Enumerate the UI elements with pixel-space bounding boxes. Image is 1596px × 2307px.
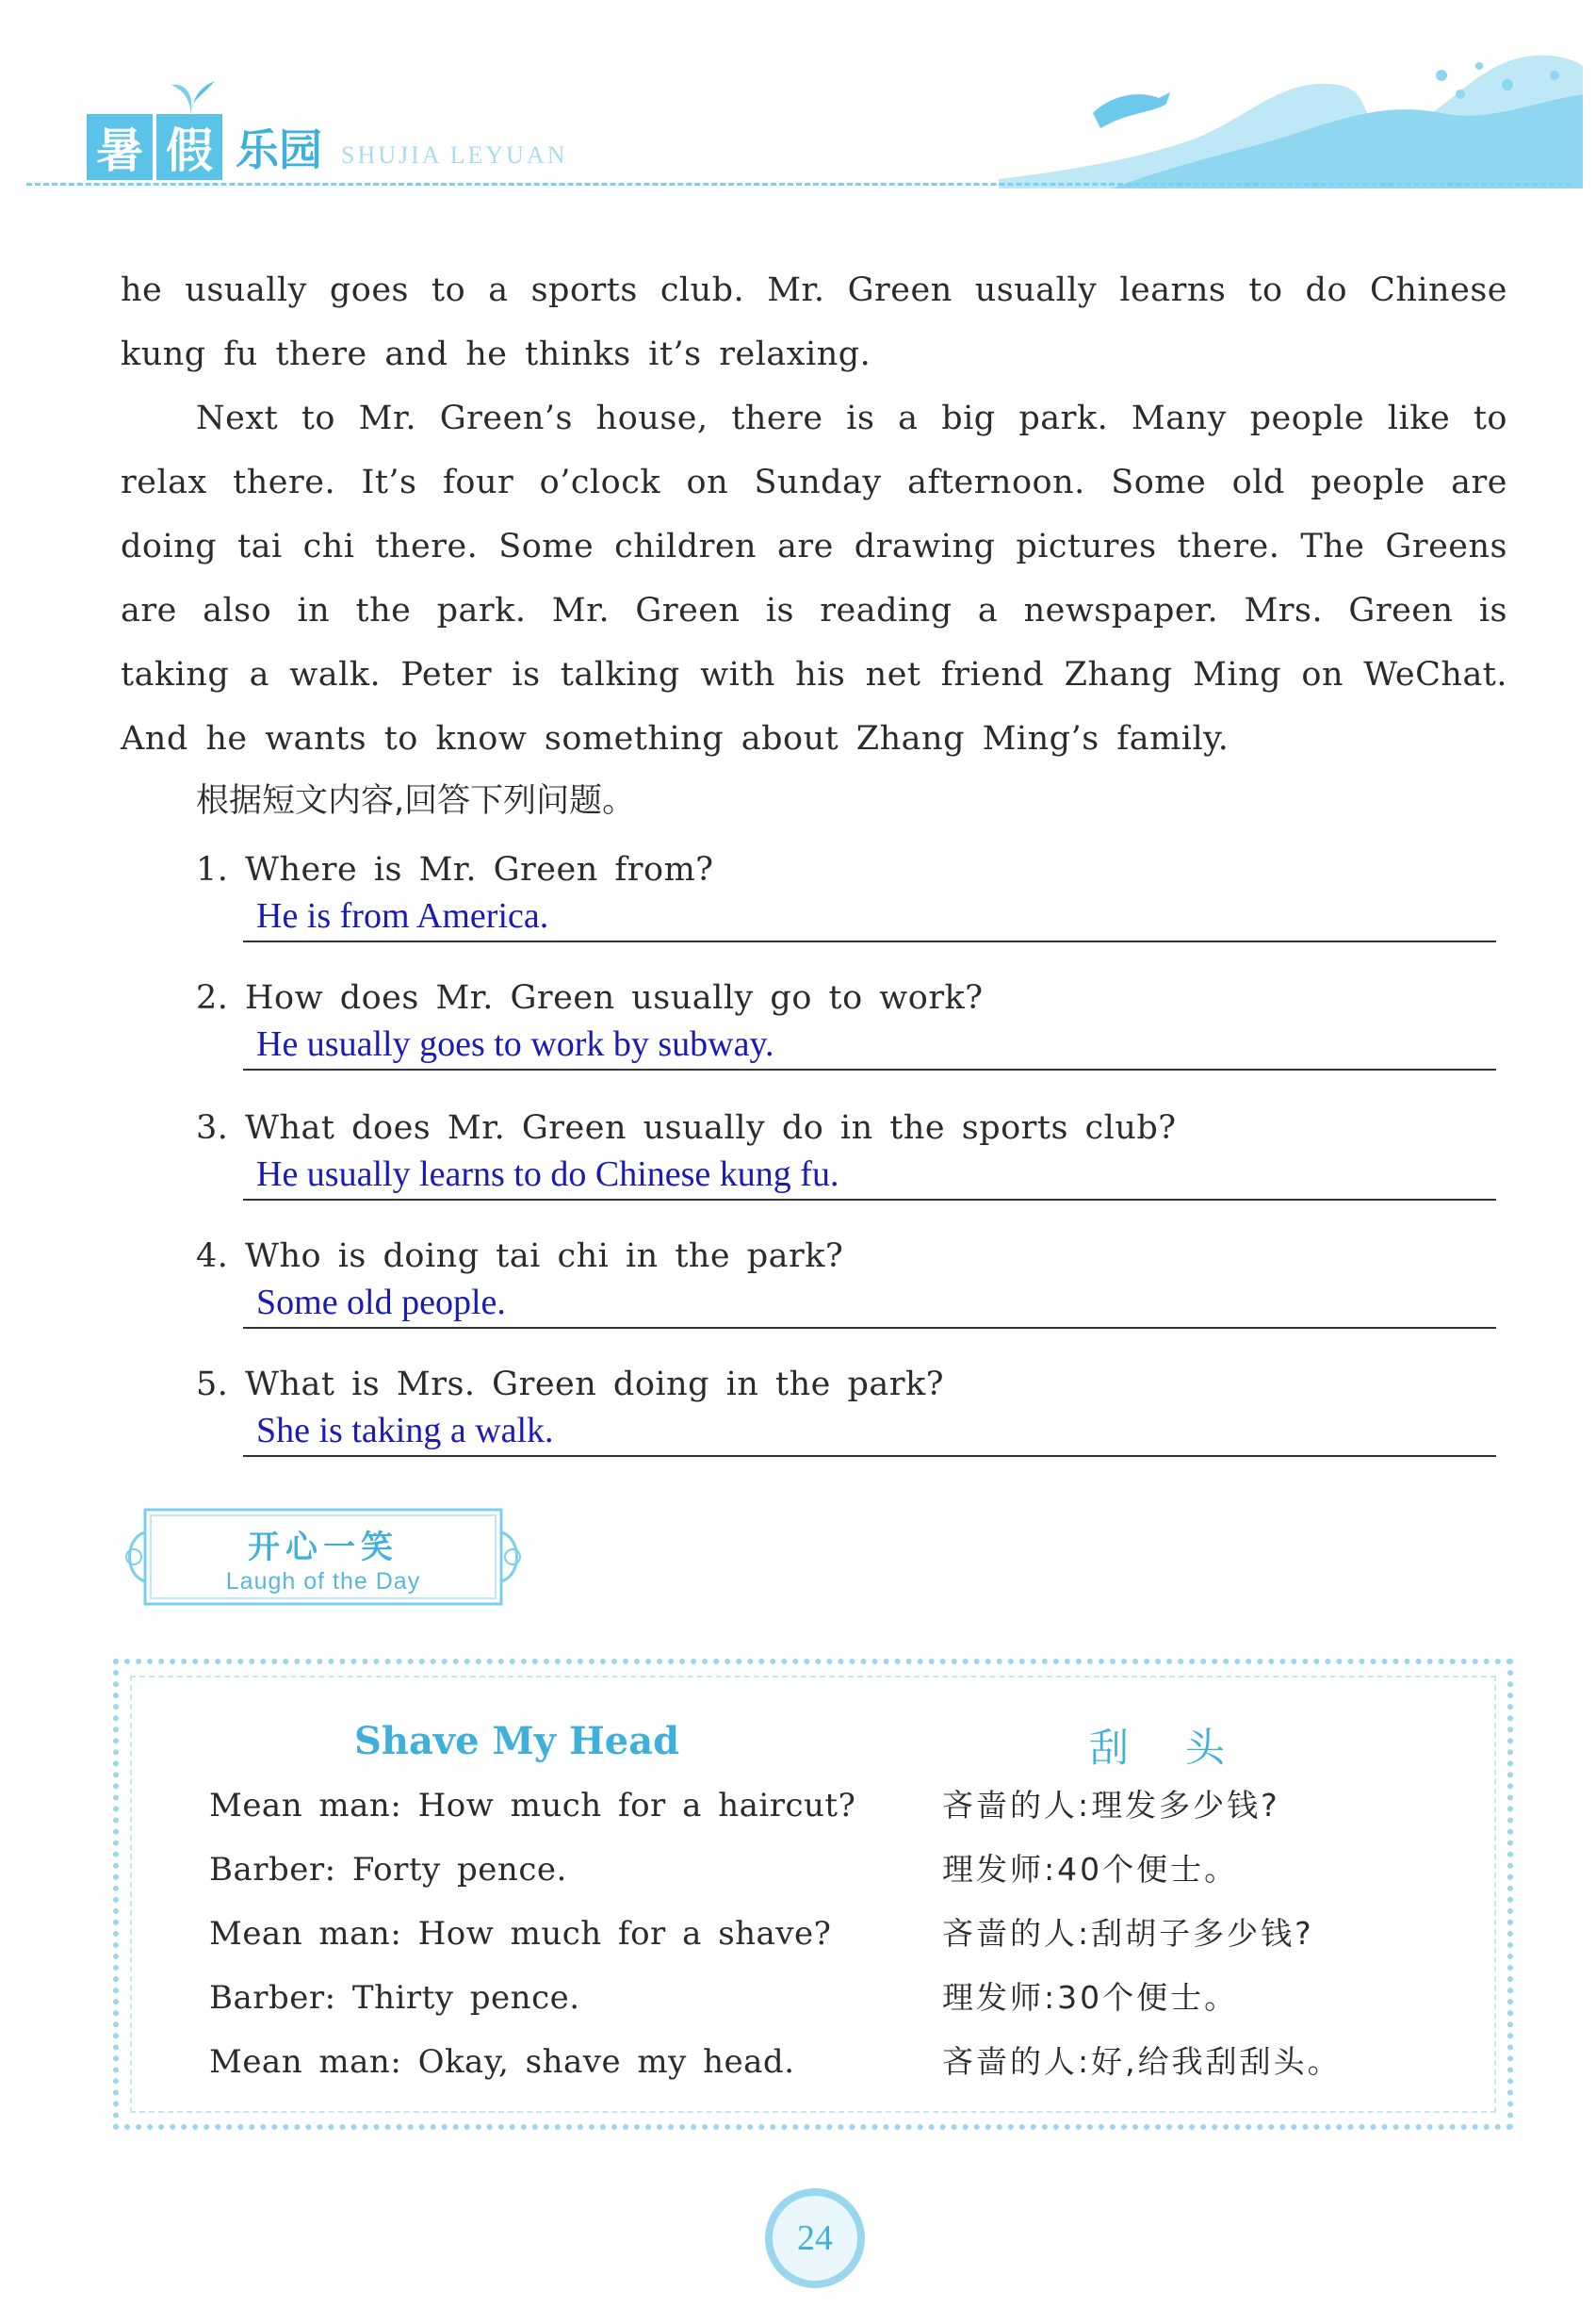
joke-line-zh: 吝啬的人:刮胡子多少钱? <box>942 1915 1314 1952</box>
question-text: 2. How does Mr. Green usually go to work? <box>196 979 984 1017</box>
question-1 <box>196 846 1496 942</box>
joke-line-en: Mean man: How much for a shave? <box>209 1915 832 1953</box>
answer-line <box>243 893 1496 942</box>
question-2 <box>196 974 1496 1071</box>
logo-char-2: 假 <box>156 114 222 180</box>
header-divider <box>26 183 1572 186</box>
laugh-badge <box>121 1504 526 1610</box>
joke-line-en: Mean man: Okay, shave my head. <box>209 2043 795 2081</box>
joke-title-zh: 刮头 <box>1089 1725 1282 1771</box>
answer-line <box>243 1280 1496 1329</box>
passage <box>121 258 1507 771</box>
joke-line-zh: 理发师:30个便士。 <box>942 1979 1239 2016</box>
answer-text: He usually learns to do Chinese kung fu. <box>256 1154 839 1194</box>
joke-line-zh: 理发师:40个便士。 <box>942 1851 1239 1888</box>
joke-line-zh: 吝啬的人:好,给我刮刮头。 <box>942 2043 1342 2080</box>
joke-line-en: Mean man: How much for a haircut? <box>209 1787 856 1824</box>
wave-dolphin-icon <box>999 38 1583 188</box>
logo-pinyin: SHUJIA LEYUAN <box>341 141 568 169</box>
answer-text: She is taking a walk. <box>256 1411 554 1450</box>
joke-chinese <box>942 1774 1342 2094</box>
answer-text: Some old people. <box>256 1283 506 1322</box>
badge-subtitle: Laugh of the Day <box>225 1568 421 1595</box>
answer-line <box>243 1022 1496 1071</box>
joke-english <box>209 1774 855 2094</box>
header-logo <box>87 111 568 183</box>
joke-line-en: Barber: Forty pence. <box>209 1851 567 1889</box>
answer-line <box>243 1408 1496 1457</box>
logo-char-1: 暑 <box>87 114 153 180</box>
answer-text: He usually goes to work by subway. <box>256 1024 774 1064</box>
answer-text: He is from America. <box>256 896 549 936</box>
page-number: 24 <box>765 2188 865 2288</box>
question-text: 5. What is Mrs. Green doing in the park? <box>196 1366 944 1403</box>
joke-line-zh: 吝啬的人:理发多少钱? <box>942 1787 1280 1824</box>
passage-paragraph-2: Next to Mr. Green’s house, there is a big park. Many people like to relax there. It’s four o’clock on Sunday afternoon. Some old people are doing tai chi there. Some children are drawing pictures there. The Greens are also in the park. Mr. Green is reading a newspaper. Mrs. Green is taking a walk. Peter is talking with his net friend Zhang Ming on WeChat. And he wants to know something about Zhang Ming’s family. <box>121 400 1507 758</box>
answer-line <box>243 1152 1496 1201</box>
joke-line-en: Barber: Thirty pence. <box>209 1979 580 2017</box>
question-4 <box>196 1233 1496 1329</box>
joke-title-en: Shave My Head <box>354 1719 680 1763</box>
question-5 <box>196 1361 1496 1457</box>
badge-title: 开心一笑 <box>248 1529 399 1566</box>
instruction-text: 根据短文内容,回答下列问题。 <box>196 782 636 820</box>
passage-paragraph-1: he usually goes to a sports club. Mr. Green usually learns to do Chinese kung fu there and he thinks it’s relaxing. <box>121 271 1507 373</box>
page-header <box>0 0 1596 188</box>
question-text: 4. Who is doing tai chi in the park? <box>196 1237 844 1275</box>
logo-suffix: 乐园 <box>236 124 322 175</box>
question-3 <box>196 1104 1496 1201</box>
question-text: 3. What does Mr. Green usually do in the sports club? <box>196 1109 1177 1147</box>
question-text: 1. Where is Mr. Green from? <box>196 851 714 889</box>
